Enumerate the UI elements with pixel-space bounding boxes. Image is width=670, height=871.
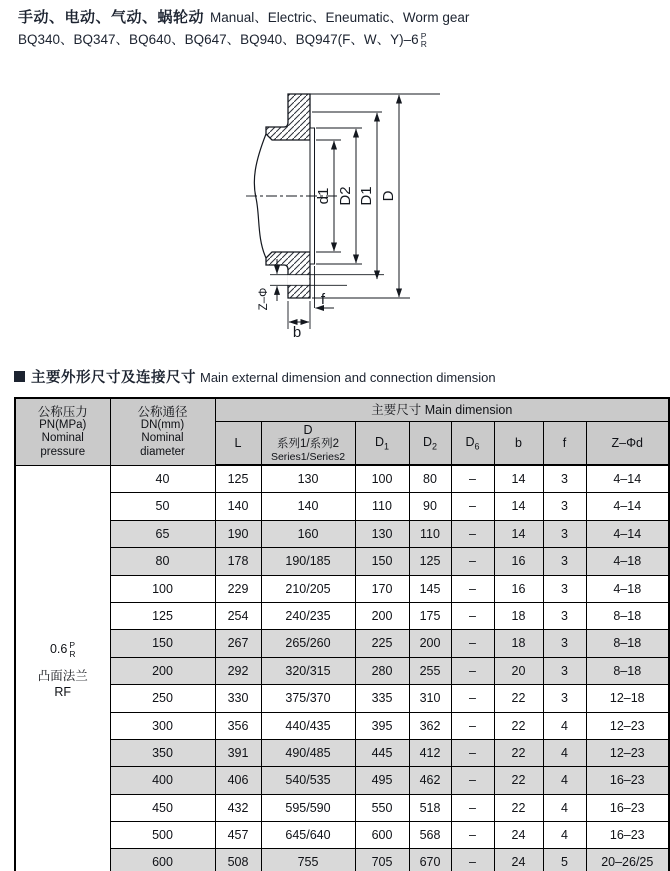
flange-upper-section	[266, 94, 310, 140]
cell-d6: –	[451, 794, 494, 821]
cell-b: 24	[494, 849, 543, 871]
cell-b: 24	[494, 822, 543, 849]
cell-d6: –	[451, 822, 494, 849]
flange-section-drawing	[240, 82, 525, 347]
cell-d1: 225	[355, 630, 409, 657]
header-D-symbol: D	[303, 423, 313, 438]
header-b: b	[494, 422, 543, 466]
header-f: f	[543, 422, 586, 466]
cell-d2: 90	[409, 493, 451, 520]
page-header	[18, 8, 658, 50]
header-D6: $D_6$	[451, 422, 494, 466]
header-z-phi-d: Z–Φd	[586, 422, 669, 466]
label-D: D	[380, 190, 397, 202]
cell-d1: 550	[355, 794, 409, 821]
model-suffix-r: R	[420, 39, 427, 50]
label-D2: D2	[337, 186, 354, 206]
cell-d6: –	[451, 685, 494, 712]
table-row	[15, 548, 669, 575]
cell-d6: –	[451, 712, 494, 739]
cell-f: 5	[543, 849, 586, 871]
cell-f: 4	[543, 767, 586, 794]
actuation-title	[18, 8, 658, 28]
cell-l: 190	[215, 520, 261, 547]
table-row	[15, 849, 669, 871]
header-D2: $D_2$	[409, 422, 451, 466]
cell-z: 16–23	[586, 822, 669, 849]
cell-z: 8–18	[586, 630, 669, 657]
cell-d: 190/185	[261, 548, 355, 575]
cell-l: 432	[215, 794, 261, 821]
cell-f: 3	[543, 630, 586, 657]
cell-dn: 400	[110, 767, 215, 794]
table-row	[15, 822, 669, 849]
cell-d1: 495	[355, 767, 409, 794]
cell-d6: –	[451, 520, 494, 547]
cell-b: 22	[494, 685, 543, 712]
cell-z: 12–23	[586, 739, 669, 766]
header-D1: $D_1$	[355, 422, 409, 466]
actuation-title-cn: 手动、电动、气动、蜗轮动	[18, 9, 205, 26]
cell-l: 267	[215, 630, 261, 657]
table-row	[15, 575, 669, 602]
cell-d2: 80	[409, 465, 451, 493]
header-diameter-unit: DN(mm)	[140, 419, 185, 432]
cell-d1: 395	[355, 712, 409, 739]
cell-d2: 255	[409, 657, 451, 684]
cell-f: 4	[543, 739, 586, 766]
cell-f: 3	[543, 602, 586, 629]
cell-z: 4–18	[586, 548, 669, 575]
cell-l: 356	[215, 712, 261, 739]
label-b: b	[292, 324, 302, 341]
cell-d1: 280	[355, 657, 409, 684]
cell-b: 20	[494, 657, 543, 684]
cell-dn: 50	[110, 493, 215, 520]
cell-l: 406	[215, 767, 261, 794]
cell-d6: –	[451, 849, 494, 871]
cell-dn: 80	[110, 548, 215, 575]
cell-d2: 145	[409, 575, 451, 602]
header-diameter-cn: 公称通径	[137, 404, 188, 419]
cell-z: 8–18	[586, 657, 669, 684]
label-z-phi: Z–Φ	[258, 287, 270, 311]
cell-f: 4	[543, 822, 586, 849]
cell-d: 130	[261, 465, 355, 493]
cell-d: 160	[261, 520, 355, 547]
cell-dn: 350	[110, 739, 215, 766]
table-row	[15, 630, 669, 657]
cell-f: 3	[543, 548, 586, 575]
section-title	[14, 366, 496, 387]
cell-d2: 310	[409, 685, 451, 712]
model-pr-suffix	[421, 32, 427, 49]
table-row	[15, 767, 669, 794]
cell-b: 14	[494, 520, 543, 547]
cell-d2: 362	[409, 712, 451, 739]
cell-b: 22	[494, 794, 543, 821]
cell-b: 22	[494, 739, 543, 766]
header-diameter	[110, 398, 215, 465]
cell-d6: –	[451, 548, 494, 575]
table-row	[15, 657, 669, 684]
header-pressure-unit: PN(MPa)	[39, 419, 87, 432]
table-row	[15, 465, 669, 493]
cell-l: 508	[215, 849, 261, 871]
pressure-value: 0.6 P R	[49, 640, 76, 659]
cell-d: 645/640	[261, 822, 355, 849]
cell-z: 4–18	[586, 575, 669, 602]
cell-z: 16–23	[586, 794, 669, 821]
header-D	[261, 422, 355, 466]
cell-b: 14	[494, 465, 543, 493]
cell-d2: 110	[409, 520, 451, 547]
cell-d6: –	[451, 465, 494, 493]
cell-f: 3	[543, 493, 586, 520]
header-main-dimension: 主要尺寸 Main dimension	[215, 398, 669, 422]
cell-d6: –	[451, 602, 494, 629]
cell-b: 16	[494, 548, 543, 575]
header-pressure-en1: Nominal	[41, 432, 84, 445]
cell-z: 12–23	[586, 712, 669, 739]
cell-d: 595/590	[261, 794, 355, 821]
cell-d1: 335	[355, 685, 409, 712]
cell-z: 20–26/25	[586, 849, 669, 871]
flange-type-en: RF	[54, 685, 72, 700]
flange-type-cn: 凸面法兰	[37, 669, 88, 684]
cell-dn: 150	[110, 630, 215, 657]
cell-d2: 175	[409, 602, 451, 629]
cell-d: 265/260	[261, 630, 355, 657]
cell-f: 4	[543, 712, 586, 739]
cell-dn: 450	[110, 794, 215, 821]
cell-d6: –	[451, 575, 494, 602]
cell-dn: 200	[110, 657, 215, 684]
cell-f: 4	[543, 794, 586, 821]
cell-l: 229	[215, 575, 261, 602]
cell-d1: 445	[355, 739, 409, 766]
cell-d6: –	[451, 493, 494, 520]
cell-d1: 705	[355, 849, 409, 871]
bolt-hole	[287, 275, 309, 286]
cell-f: 3	[543, 575, 586, 602]
model-list	[18, 30, 658, 50]
table-header	[15, 398, 669, 465]
cell-dn: 65	[110, 520, 215, 547]
table-row	[15, 520, 669, 547]
cell-l: 125	[215, 465, 261, 493]
actuation-title-en: Manual、Electric、Eneumatic、Worm gear	[210, 10, 470, 25]
cell-l: 391	[215, 739, 261, 766]
cell-d1: 150	[355, 548, 409, 575]
header-pressure-en2: pressure	[40, 445, 86, 458]
cell-d2: 200	[409, 630, 451, 657]
cell-dn: 600	[110, 849, 215, 871]
cell-d6: –	[451, 630, 494, 657]
cell-d: 320/315	[261, 657, 355, 684]
cell-d2: 412	[409, 739, 451, 766]
table-row	[15, 602, 669, 629]
cell-d: 755	[261, 849, 355, 871]
cell-d2: 670	[409, 849, 451, 871]
cell-d1: 130	[355, 520, 409, 547]
cell-d2: 518	[409, 794, 451, 821]
header-diameter-en2: diameter	[140, 445, 185, 458]
header-pressure-cn: 公称压力	[37, 404, 88, 419]
dimension-table	[14, 397, 670, 871]
cell-f: 3	[543, 520, 586, 547]
cell-l: 330	[215, 685, 261, 712]
header-D-series-cn: 系列1/系列2	[277, 437, 339, 450]
cell-f: 3	[543, 657, 586, 684]
cell-b: 22	[494, 712, 543, 739]
section-marker-icon	[14, 371, 25, 382]
model-suffix-p: P	[420, 30, 427, 41]
cell-dn: 300	[110, 712, 215, 739]
cell-l: 140	[215, 493, 261, 520]
label-D1: D1	[358, 186, 375, 206]
cell-b: 22	[494, 767, 543, 794]
cell-d: 210/205	[261, 575, 355, 602]
cell-dn: 125	[110, 602, 215, 629]
cell-z: 16–23	[586, 767, 669, 794]
cell-f: 3	[543, 465, 586, 493]
cell-dn: 100	[110, 575, 215, 602]
cell-d: 490/485	[261, 739, 355, 766]
header-diameter-en1: Nominal	[141, 432, 184, 445]
cell-d6: –	[451, 739, 494, 766]
cell-l: 254	[215, 602, 261, 629]
cell-d: 240/235	[261, 602, 355, 629]
label-d1: d1	[315, 187, 332, 205]
cell-d2: 568	[409, 822, 451, 849]
cell-l: 178	[215, 548, 261, 575]
cell-d6: –	[451, 767, 494, 794]
pressure-pr-suffix: P R	[69, 640, 76, 659]
table-body	[15, 465, 669, 871]
cell-b: 16	[494, 575, 543, 602]
cell-b: 18	[494, 630, 543, 657]
cell-b: 14	[494, 493, 543, 520]
table-row	[15, 794, 669, 821]
cell-d: 540/535	[261, 767, 355, 794]
cell-d: 375/370	[261, 685, 355, 712]
cell-z: 4–14	[586, 465, 669, 493]
cell-d2: 125	[409, 548, 451, 575]
table-row	[15, 712, 669, 739]
cell-l: 457	[215, 822, 261, 849]
cell-d: 440/435	[261, 712, 355, 739]
header-pressure	[15, 398, 110, 465]
table-row	[15, 685, 669, 712]
header-L: L	[215, 422, 261, 466]
cell-d2: 462	[409, 767, 451, 794]
cell-d1: 110	[355, 493, 409, 520]
cell-d1: 600	[355, 822, 409, 849]
cell-z: 8–18	[586, 602, 669, 629]
cell-d: 140	[261, 493, 355, 520]
table-row	[15, 739, 669, 766]
cell-d1: 100	[355, 465, 409, 493]
cell-l: 292	[215, 657, 261, 684]
cell-dn: 40	[110, 465, 215, 493]
pressure-cell	[15, 465, 110, 871]
cell-z: 12–18	[586, 685, 669, 712]
section-title-en: Main external dimension and connection dimension	[200, 370, 496, 385]
cell-d1: 200	[355, 602, 409, 629]
cell-f: 3	[543, 685, 586, 712]
cell-d6: –	[451, 657, 494, 684]
cell-dn: 500	[110, 822, 215, 849]
cell-dn: 250	[110, 685, 215, 712]
label-f: f	[320, 291, 326, 308]
cell-d1: 170	[355, 575, 409, 602]
section-title-cn: 主要外形尺寸及连接尺寸	[31, 370, 196, 386]
cell-z: 4–14	[586, 520, 669, 547]
header-D-series-en: Series1/Series2	[270, 450, 346, 463]
cell-b: 18	[494, 602, 543, 629]
model-numbers: BQ340、BQ347、BQ640、BQ647、BQ940、BQ947(F、W、Y)–6	[18, 32, 419, 47]
cell-z: 4–14	[586, 493, 669, 520]
table-row	[15, 493, 669, 520]
